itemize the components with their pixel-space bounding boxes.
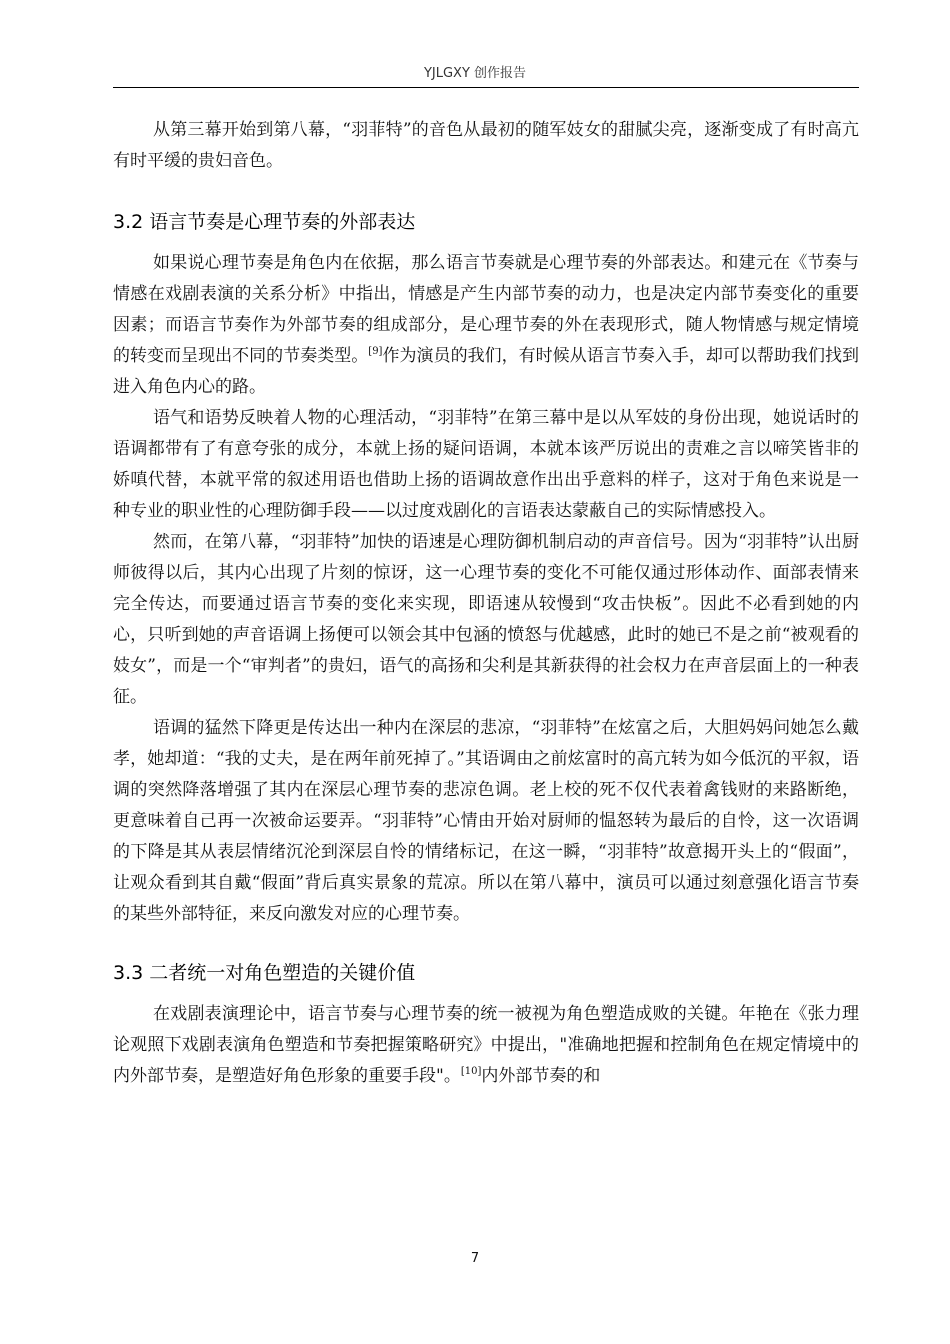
document-body [113,115,859,1092]
page-number: 7 [470,1251,480,1266]
paragraph-3-2-2: 语气和语势反映着人物的心理活动，“羽菲特”在第三幕中是以从军妓的身份出现，她说话时的语调都带有了有意夸张的成分，本就上扬的疑问语调，本就本该严厉说出的责难之言以啼笑皆非的娇嗔代替，本就平常的叙述用语也借助上扬的语调故意作出出乎意料的样子，这对于角色来说是一种专业的职业性的心理防御手段——以过度戏剧化的言语表达蒙蔽自己的实际情感投入。 [113,408,859,521]
paragraph-text: 内外部节奏的和 [481,1066,601,1086]
paragraph-intro: 从第三幕开始到第八幕，“羽菲特”的音色从最初的随军妓女的甜腻尖亮，逐渐变成了有时高亢有时平缓的贵妇音色。 [113,120,859,171]
header-rule [113,87,859,88]
paragraph-text: 如果说心理节奏是角色内在依据，那么语言节奏就是心理节奏的外部表达。和建元在《节奏与情感在戏剧表演的关系分析》中指出，情感是产生内部节奏的动力，也是决定内部节奏变化的重要因素；而语言节奏作为外部节奏的组成部分，是心理节奏的外在表现形式，随人物情感与规定情境的转变而呈现出不同的节奏类型。 [113,253,859,366]
page-header: YJLGXY 创作报告 [423,66,527,81]
paragraph-3-2-3: 然而，在第八幕，“羽菲特”加快的语速是心理防御机制启动的声音信号。因为“羽菲特”认出厨师彼得以后，其内心出现了片刻的惊讶，这一心理节奏的变化不可能仅通过形体动作、面部表情来完全传达，而要通过语言节奏的变化来实现，即语速从较慢到“攻击快板”。因此不必看到她的内心，只听到她的声音语调上扬便可以领会其中包涵的愤怒与优越感，此时的她已不是之前“被观看的妓女”，而是一个“审判者”的贵妇，语气的高扬和尖利是其新获得的社会权力在声音层面上的一种表征。 [113,532,859,707]
paragraph-3-2-1 [113,248,859,403]
section-heading-3-3: 3.3 二者统一对角色塑造的关键价值 [113,962,416,984]
paragraph-text: 作为演员的我们，有时候从语言节奏入手，却可以帮助我们找到进入角色内心的路。 [113,346,860,397]
citation-10: [10] [460,1066,482,1077]
paragraph-3-3-1 [113,999,859,1092]
citation-9: [9] [368,346,383,357]
section-heading-3-2: 3.2 语言节奏是心理节奏的外部表达 [113,211,416,233]
paragraph-text: 在戏剧表演理论中，语言节奏与心理节奏的统一被视为角色塑造成败的关键。年艳在《张力理论观照下戏剧表演角色塑造和节奏把握策略研究》中提出，"准确地把握和控制角色在规定情境中的内外部节奏，是塑造好角色形象的重要手段"。 [113,1004,859,1086]
paragraph-3-2-4: 语调的猛然下降更是传达出一种内在深层的悲凉，“羽菲特”在炫富之后，大胆妈妈问她怎么戴孝，她却道：“我的丈夫，是在两年前死掉了。”其语调由之前炫富时的高亢转为如今低沉的平叙，语调的突然降落增强了其内在深层心理节奏的悲凉色调。老上校的死不仅代表着禽钱财的来路断绝，更意味着自己再一次被命运要弄。“羽菲特”心情由开始对厨师的愠怒转为最后的自怜，这一次语调的下降是其从表层情绪沉沦到深层自怜的情绪标记，在这一瞬，“羽菲特”故意揭开头上的“假面”，让观众看到其自戴“假面”背后真实景象的荒凉。所以在第八幕中，演员可以通过刻意强化语言节奏的某些外部特征，来反向激发对应的心理节奏。 [113,718,859,924]
